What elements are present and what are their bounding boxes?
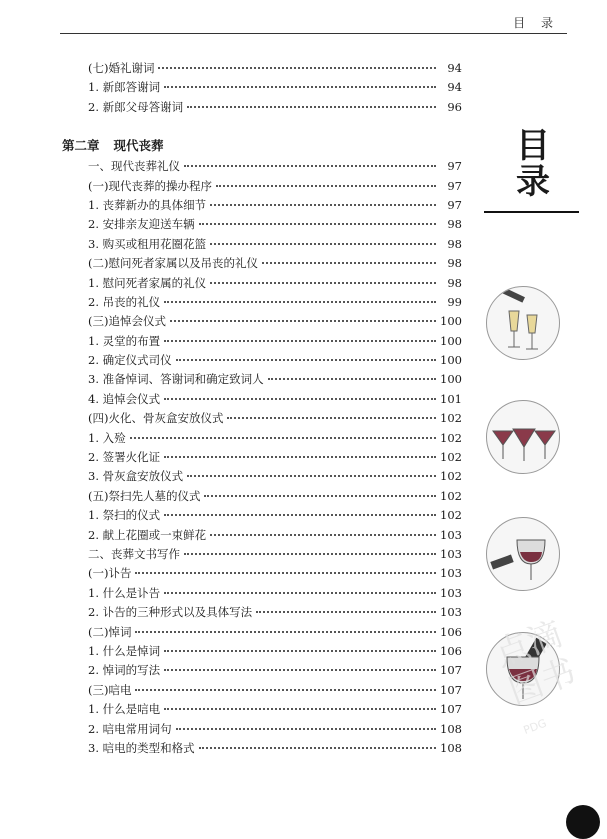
toc-leader-dots xyxy=(164,398,436,400)
toc-entry[interactable] xyxy=(62,390,462,409)
toc-entry[interactable] xyxy=(62,506,462,525)
toc-entry-page: 103 xyxy=(440,546,462,561)
toc-entry-title: 3. 骨灰盒安放仪式 xyxy=(88,469,184,484)
toc-entry[interactable] xyxy=(62,293,462,312)
toc-leader-dots xyxy=(187,106,436,108)
toc-entry-title: 3. 购买或租用花圈花篮 xyxy=(88,236,207,251)
toc-leader-dots xyxy=(199,747,436,749)
toc-entry[interactable] xyxy=(62,235,462,254)
toc-leader-dots xyxy=(164,340,436,342)
running-header: 目 录 xyxy=(513,16,559,30)
toc-entry[interactable] xyxy=(62,274,462,293)
toc-entry-title: (一)现代丧葬的操办程序 xyxy=(88,178,212,193)
table-of-contents xyxy=(62,59,462,758)
toc-entry[interactable] xyxy=(62,700,462,719)
toc-entry[interactable] xyxy=(62,603,462,622)
toc-leader-dots xyxy=(210,204,436,206)
toc-leader-dots xyxy=(158,67,436,69)
toc-entry-page: 94 xyxy=(447,61,462,75)
toc-entry-page: 103 xyxy=(440,566,462,581)
toc-entry[interactable] xyxy=(62,332,462,351)
watermark-chars: 点滴图书 xyxy=(489,614,582,713)
toc-leader-dots xyxy=(176,728,436,730)
toc-entry[interactable] xyxy=(62,545,462,564)
toc-entry-title: (二)悼词 xyxy=(88,624,132,639)
toc-entry-title: 1. 入殓 xyxy=(88,430,126,445)
toc-leader-dots xyxy=(130,437,436,439)
toc-entry[interactable] xyxy=(62,177,462,196)
cocktail-glasses-icon xyxy=(486,400,560,474)
toc-entry-title: 2. 悼词的写法 xyxy=(88,663,161,678)
toc-entry-title: 1. 什么是唁电 xyxy=(88,702,161,717)
toc-entry-page: 102 xyxy=(440,469,462,484)
side-title-char-1: 目 xyxy=(516,126,550,166)
toc-entry-title: (五)祭扫先人墓的仪式 xyxy=(88,488,201,503)
toc-leader-dots xyxy=(164,650,436,652)
toc-entry-page: 102 xyxy=(440,411,462,426)
toc-entry[interactable] xyxy=(62,351,462,370)
toc-entry-page: 103 xyxy=(440,585,462,600)
toc-entry-page: 100 xyxy=(440,353,462,368)
toc-entry[interactable] xyxy=(62,157,462,176)
toc-leader-dots xyxy=(204,495,436,497)
toc-entry-page: 100 xyxy=(440,314,462,329)
toc-entry[interactable] xyxy=(62,59,462,78)
toc-entry[interactable] xyxy=(62,739,462,758)
toc-entry-title: 1. 什么是讣告 xyxy=(88,585,161,600)
toc-entry-page: 102 xyxy=(440,430,462,445)
toc-entry-page: 102 xyxy=(440,488,462,503)
toc-entry-page: 100 xyxy=(440,333,462,348)
toc-entry-page: 108 xyxy=(440,740,462,755)
toc-entry[interactable] xyxy=(62,584,462,603)
toc-leader-dots xyxy=(184,553,436,555)
toc-entry-title: 2. 新郎父母答谢词 xyxy=(88,99,184,114)
toc-entry-title: 1. 祭扫的仪式 xyxy=(88,508,161,523)
toc-entry-title: 2. 讣告的三种形式以及具体写法 xyxy=(88,605,253,620)
toc-entry[interactable] xyxy=(62,312,462,331)
toc-entry[interactable] xyxy=(62,623,462,642)
toc-leader-dots xyxy=(210,282,436,284)
toc-entry-page: 103 xyxy=(440,605,462,620)
toc-leader-dots xyxy=(164,708,436,710)
wine-pour-icon xyxy=(486,517,560,591)
toc-entry-title: 1. 什么是悼词 xyxy=(88,643,161,658)
toc-leader-dots xyxy=(164,86,436,88)
toc-entry-title: (四)火化、骨灰盒安放仪式 xyxy=(88,411,224,426)
toc-entry-title: (二)慰问死者家属以及吊丧的礼仪 xyxy=(88,256,258,271)
toc-leader-dots xyxy=(170,320,436,322)
toc-entry-title: 2. 签署火化证 xyxy=(88,450,161,465)
toc-entry-page: 96 xyxy=(447,99,462,114)
toc-entry-page: 107 xyxy=(440,702,462,717)
toc-leader-dots xyxy=(210,534,436,536)
toc-leader-dots xyxy=(210,243,436,245)
toc-leader-dots xyxy=(176,359,436,361)
toc-top-section xyxy=(62,59,462,117)
toc-entry-title: 1. 丧葬新办的具体细节 xyxy=(88,197,207,212)
toc-entry[interactable] xyxy=(62,448,462,467)
page-corner-tab xyxy=(566,805,600,839)
toc-entry-page: 107 xyxy=(440,663,462,678)
toc-entry[interactable] xyxy=(62,564,462,583)
toc-entry[interactable] xyxy=(62,661,462,680)
header-rule xyxy=(60,33,567,34)
toc-entry-page: 98 xyxy=(447,217,462,232)
toc-entry-title: 1. 灵堂的布置 xyxy=(88,333,161,348)
toc-leader-dots xyxy=(184,165,436,167)
toc-entry[interactable] xyxy=(62,720,462,739)
toc-entry-title: 一、现代丧葬礼仪 xyxy=(88,159,180,174)
toc-entry-page: 98 xyxy=(447,236,462,251)
toc-leader-dots xyxy=(262,262,436,264)
toc-entry-page: 103 xyxy=(440,527,462,542)
toc-entry-page: 99 xyxy=(447,294,462,309)
toc-main-section xyxy=(62,157,462,758)
toc-entry-title: 2. 确定仪式司仪 xyxy=(88,353,172,368)
toc-entry-title: 1. 慰问死者家属的礼仪 xyxy=(88,275,207,290)
toc-entry[interactable] xyxy=(62,254,462,273)
champagne-glasses-icon xyxy=(486,286,560,360)
toc-entry[interactable] xyxy=(62,196,462,215)
toc-leader-dots xyxy=(199,223,436,225)
toc-leader-dots xyxy=(164,301,436,303)
toc-entry-page: 108 xyxy=(440,721,462,736)
chapter-title: 现代丧葬 xyxy=(113,138,164,154)
toc-entry-title: 2. 安排亲友迎送车辆 xyxy=(88,217,195,232)
toc-entry[interactable] xyxy=(62,467,462,486)
toc-entry-title: 二、丧葬文书写作 xyxy=(88,546,180,561)
toc-entry-title: 2. 吊丧的礼仪 xyxy=(88,294,161,309)
toc-entry-page: 102 xyxy=(440,508,462,523)
toc-entry-title: (三)追悼会仪式 xyxy=(88,314,166,329)
toc-entry[interactable] xyxy=(62,370,462,389)
chapter-number: 第二章 xyxy=(62,138,100,154)
side-title xyxy=(508,128,558,200)
toc-leader-dots xyxy=(164,592,436,594)
toc-entry-page: 98 xyxy=(447,256,462,271)
toc-entry-page: 97 xyxy=(447,197,462,212)
toc-entry-page: 97 xyxy=(447,178,462,193)
watermark xyxy=(490,610,606,750)
toc-leader-dots xyxy=(227,417,436,419)
toc-entry[interactable] xyxy=(62,429,462,448)
toc-entry-title: (七)婚礼谢词 xyxy=(88,61,155,75)
toc-entry-page: 106 xyxy=(440,643,462,658)
toc-leader-dots xyxy=(187,475,436,477)
toc-entry[interactable] xyxy=(62,215,462,234)
watermark-brand: PDG xyxy=(521,716,549,737)
toc-entry-title: 3. 唁电的类型和格式 xyxy=(88,740,195,755)
toc-leader-dots xyxy=(164,456,436,458)
toc-entry-title: 2. 唁电常用词句 xyxy=(88,721,172,736)
toc-leader-dots xyxy=(164,669,436,671)
chapter-heading[interactable] xyxy=(62,135,462,157)
toc-entry[interactable] xyxy=(62,98,462,117)
toc-leader-dots xyxy=(216,185,436,187)
section-spacer xyxy=(62,117,462,135)
toc-entry-page: 97 xyxy=(447,159,462,174)
toc-entry-page: 106 xyxy=(440,624,462,639)
toc-leader-dots xyxy=(135,572,436,574)
toc-leader-dots xyxy=(135,689,436,691)
toc-entry-page: 100 xyxy=(440,372,462,387)
toc-entry-page: 107 xyxy=(440,682,462,697)
toc-leader-dots xyxy=(256,611,436,613)
toc-leader-dots xyxy=(268,378,436,380)
toc-entry[interactable] xyxy=(62,526,462,545)
toc-leader-dots xyxy=(135,631,436,633)
toc-entry-title: 3. 准备悼词、答谢词和确定致词人 xyxy=(88,372,264,387)
toc-entry-title: 2. 献上花圈或一束鲜花 xyxy=(88,527,207,542)
toc-entry-page: 94 xyxy=(447,80,462,95)
toc-entry[interactable] xyxy=(62,78,462,97)
toc-entry[interactable] xyxy=(62,642,462,661)
toc-entry-page: 101 xyxy=(440,391,462,406)
toc-entry[interactable] xyxy=(62,487,462,506)
toc-leader-dots xyxy=(164,514,436,516)
toc-entry-page: 98 xyxy=(447,275,462,290)
toc-entry[interactable] xyxy=(62,681,462,700)
toc-entry-page: 102 xyxy=(440,450,462,465)
toc-entry-title: 4. 追悼会仪式 xyxy=(88,391,161,406)
toc-entry[interactable] xyxy=(62,409,462,428)
toc-entry-title: (三)唁电 xyxy=(88,682,132,697)
toc-entry-title: 1. 新郎答谢词 xyxy=(88,80,161,95)
side-title-char-2: 录 xyxy=(516,162,550,202)
toc-entry-title: (一)讣告 xyxy=(88,566,132,581)
side-title-rule xyxy=(484,211,579,213)
